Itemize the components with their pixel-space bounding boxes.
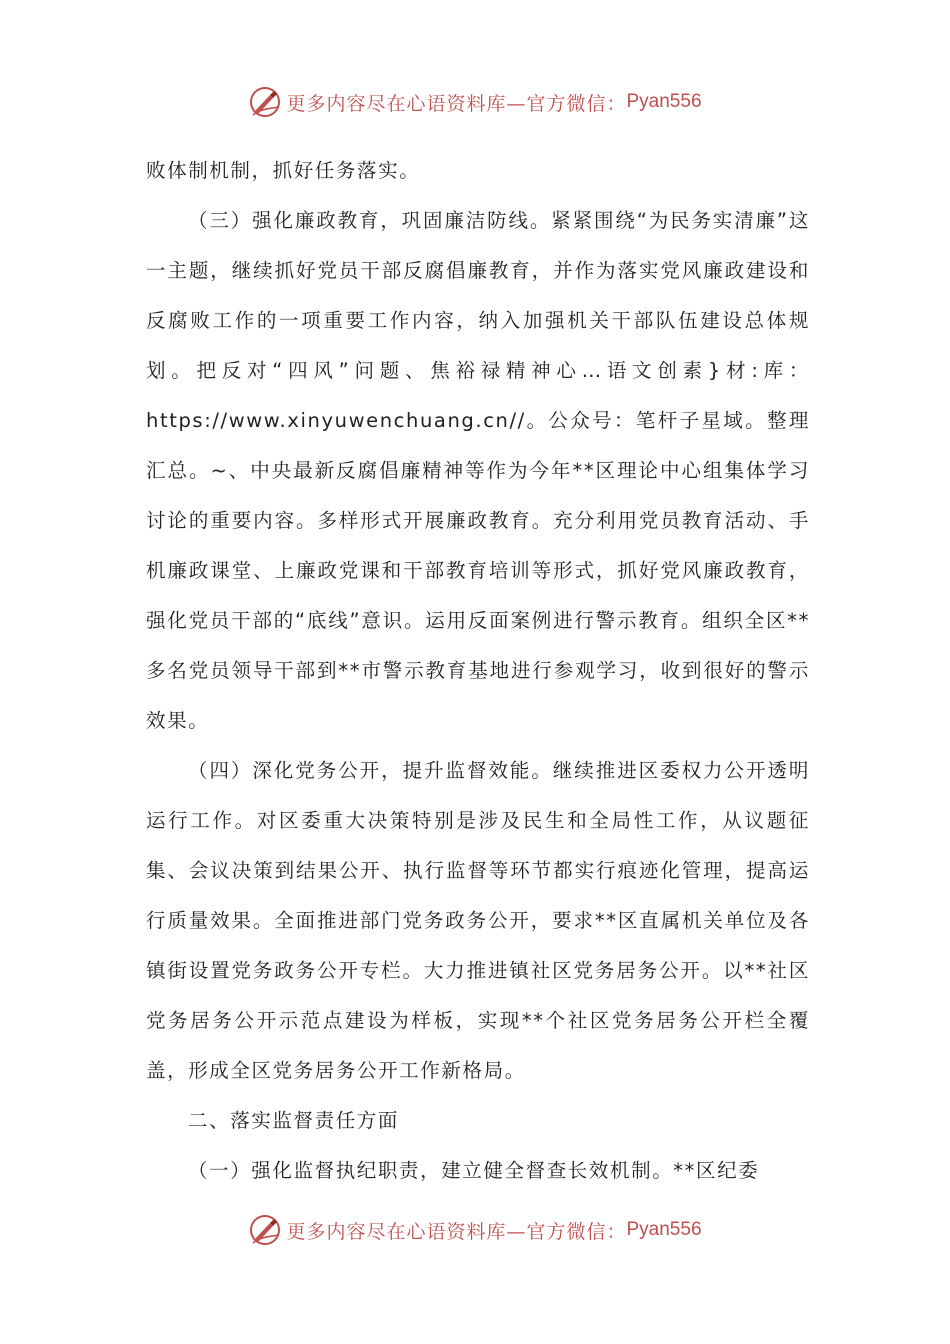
pen-logo-icon	[248, 85, 282, 119]
watermark-wechat-id: Pyan556	[626, 91, 702, 112]
paragraph-section-3: （三）强化廉政教育，巩固廉洁防线。紧紧围绕“为民务实清廉”这一主题，继续抓好党员干部反腐倡廉教育，并作为落实党风廉政建设和反腐败工作的一项重要工作内容，纳入加强机关干部队伍建设总体规划。把反对“四风”问题、焦裕禄精神心…语文创素}材:库：https://www.xinyuwenchuang.cn//。公众号：笔杆子星域。整理汇总。~、中央最新反腐倡廉精神等作为今年**区理论中心组集体学习讨论的重要内容。多样形式开展廉政教育。充分利用党员教育活动、手机廉政课堂、上廉政党课和干部教育培训等形式，抓好党风廉政教育，强化党员干部的“底线”意识。运用反面案例进行警示教育。组织全区**多名党员领导干部到**市警示教育基地进行参观学习，收到很好的警示效果。	[146, 209, 810, 732]
section-heading: 二、落实监督责任方面	[188, 1109, 400, 1132]
header-watermark	[0, 82, 950, 122]
watermark-text: 更多内容尽在心语资料库—官方微信：	[286, 1220, 627, 1243]
watermark-text: 更多内容尽在心语资料库—官方微信：	[286, 92, 627, 115]
paragraph-continuation: 败体制机制，抓好任务落实。	[146, 159, 421, 182]
paragraph-subsection-1: （一）强化监督执纪职责，建立健全督查长效机制。**区纪委	[188, 1159, 760, 1182]
pen-logo-icon	[248, 1213, 282, 1247]
document-body	[146, 146, 810, 1196]
watermark-wechat-id: Pyan556	[626, 1219, 702, 1240]
footer-watermark	[0, 1210, 950, 1250]
paragraph-section-4: （四）深化党务公开，提升监督效能。继续推进区委权力公开透明运行工作。对区委重大决策特别是涉及民生和全局性工作，从议题征集、会议决策到结果公开、执行监督等环节都实行痕迹化管理，提高运行质量效果。全面推进部门党务政务公开，要求**区直属机关单位及各镇街设置党务政务公开专栏。大力推进镇社区党务居务公开。以**社区党务居务公开示范点建设为样板，实现**个社区党务居务公开栏全覆盖，形成全区党务居务公开工作新格局。	[146, 759, 810, 1082]
